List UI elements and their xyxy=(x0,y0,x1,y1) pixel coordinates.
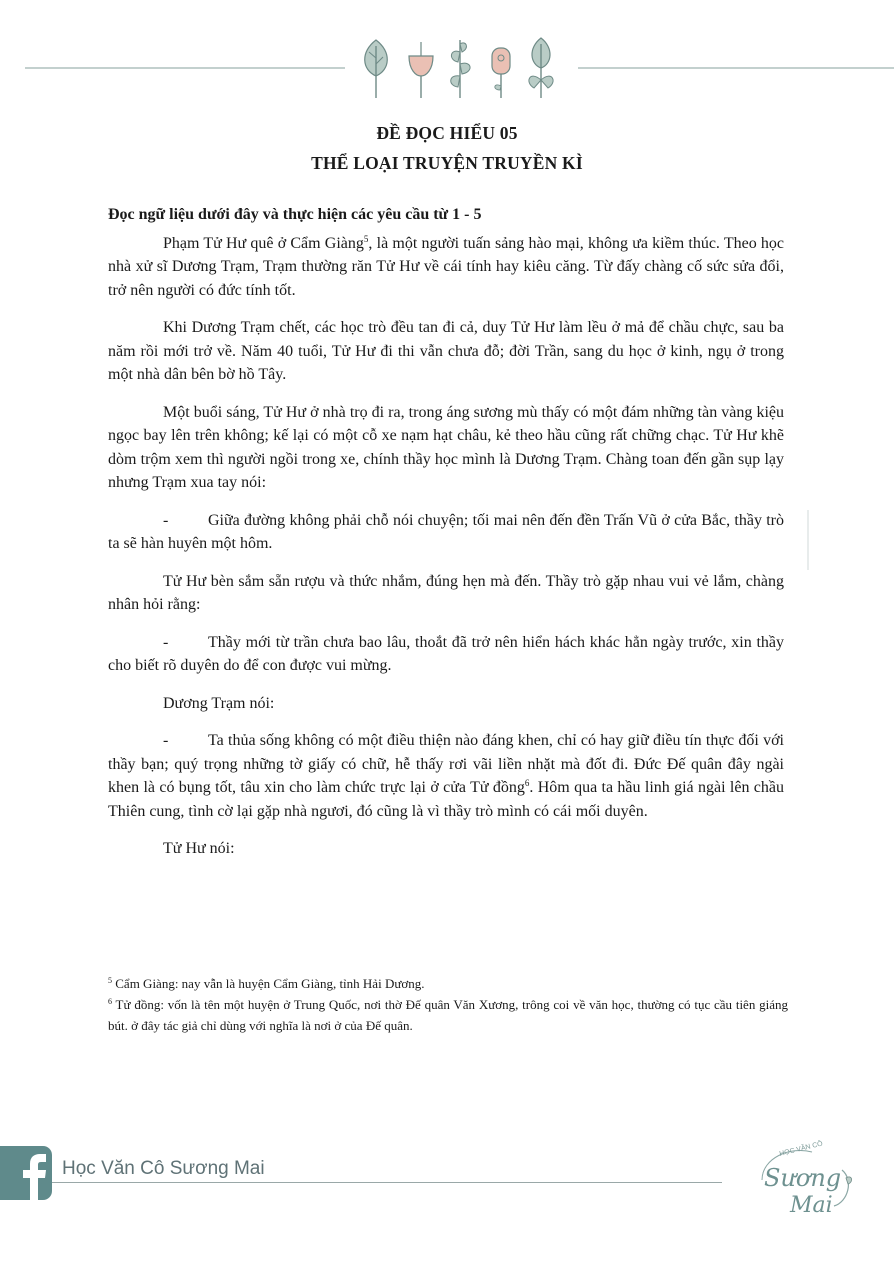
footnote-text: Cẩm Giàng: nay vẫn là huyện Cẩm Giàng, tỉnh Hải Dương. xyxy=(112,976,425,991)
dash-mark: - xyxy=(163,633,169,651)
logo-sub-text: Mai xyxy=(790,1193,833,1218)
dialogue-text: Thầy mới từ trần chưa bao lâu, thoắt đã trở nên hiển hách khác hẳn ngày trước, xin thầy cho biết rõ duyên do để con được vui mừng. xyxy=(108,633,784,674)
leaf-icon xyxy=(365,40,388,98)
page-edge-shadow xyxy=(807,510,809,570)
dash-mark: - xyxy=(163,511,169,529)
paragraph xyxy=(108,232,784,303)
bud-icon xyxy=(492,48,510,98)
dialogue-line xyxy=(108,509,784,556)
tulip-icon xyxy=(409,42,433,98)
instruction-text: Đọc ngữ liệu dưới đây và thực hiện các yêu cầu từ 1 - 5 xyxy=(108,206,482,223)
footnotes xyxy=(108,973,788,1036)
footnote-text: Tử đồng: vốn là tên một huyện ở Trung Quốc, nơi thờ Đế quân Văn Xương, trông coi về văn học, thường có tục cầu tiên giáng bút. ở đây tác giả chỉ dùng với nghĩa là nơi ở của Đế quân. xyxy=(108,997,788,1033)
footnote-ref: 6 xyxy=(524,778,530,788)
paragraph-text: Phạm Tử Hư quê ở Cẩm Giàng xyxy=(163,234,364,252)
footnote xyxy=(108,973,788,994)
logo-main-text: Sương xyxy=(764,1164,842,1192)
footnote-number: 6 xyxy=(108,997,112,1006)
dialogue-line xyxy=(108,631,784,678)
footer-divider xyxy=(52,1182,722,1183)
document-title: ĐỀ ĐỌC HIỂU 05 xyxy=(376,123,518,143)
leaf-cluster-icon xyxy=(529,38,553,98)
footer-brand-text: Học Văn Cô Sương Mai xyxy=(62,1158,265,1179)
dialogue-line xyxy=(108,729,784,823)
dialogue-text: Ta thủa sống không có một điều thiện nào đáng khen, chỉ có hay giữ điều tín thực đối với thầy bạn; quý trọng những tờ giấy có chữ, hễ thấy rơi vãi liền nhặt mà đốt đi. Đức Đế quân đây ngài khen là có bụng tốt, tâu xin cho làm chức trực lại ở cửa Tử đồng xyxy=(108,732,784,796)
brand-logo xyxy=(750,1140,860,1220)
document-heading xyxy=(0,118,894,178)
dialogue-text: . Hôm qua ta hầu linh giá ngài lên chầu Thiên cung, tình cờ lại gặp nhà ngươi, đó cũng là vì thầy trò mình có cái mối duyên. xyxy=(108,779,785,820)
footnote-number: 5 xyxy=(108,976,112,985)
header-ornament xyxy=(0,30,894,110)
document-body xyxy=(108,203,784,875)
document-subtitle: THỂ LOẠI TRUYỆN TRUYỀN KÌ xyxy=(311,153,583,173)
paragraph: Tử Hư nói: xyxy=(163,840,235,857)
paragraph: Tử Hư bèn sắm sẵn rượu và thức nhắm, đúng hẹn mà đến. Thầy trò gặp nhau vui vẻ lắm, chàng nhân hỏi rằng: xyxy=(108,572,784,613)
dialogue-text: Giữa đường không phải chỗ nói chuyện; tối mai nên đến đền Trấn Vũ ở cửa Bắc, thầy trò ta sẽ hàn huyên một hôm. xyxy=(108,511,784,552)
dash-mark: - xyxy=(163,732,169,749)
branch-icon xyxy=(451,40,470,98)
footnote xyxy=(108,994,788,1036)
facebook-icon[interactable] xyxy=(0,1146,52,1200)
footnote-ref: 5 xyxy=(363,233,369,244)
paragraph: Dương Trạm nói: xyxy=(163,694,275,712)
paragraph: Khi Dương Trạm chết, các học trò đều tan đi cả, duy Tử Hư làm lều ở mả để chầu chực, sau ba năm rồi mới trở về. Năm 40 tuổi, Tử Hư đi thi vẫn chưa đỗ; đời Trần, sang du học ở kinh, ngụ ở trong một nhà dân bên bờ hồ Tây. xyxy=(108,319,784,383)
paragraph-text: , là một người tuấn sảng hào mại, không ưa kiềm thúc. Theo học nhà xử sĩ Dương Trạm, Trạm thường răn Tử Hư về cái tính hay kiêu căng. Từ đấy chàng cố sức sửa đổi, trở nên người có đức tính tốt. xyxy=(108,234,785,299)
logo-top-text: HỌC VĂN CÔ xyxy=(778,1140,824,1158)
paragraph: Một buổi sáng, Tử Hư ở nhà trọ đi ra, trong áng sương mù thấy có một đám những tàn vàng kiệu ngọc bay lên trên không; kế lại có một cỗ xe nạm hạt châu, kẻ theo hầu cũng rất chững chạc. Tử Hư khẽ dòm trộm xem thì người ngồi trong xe, chính thầy học mình là Dương Trạm. Chàng toan đến gần sụp lạy nhưng Trạm xua tay nói: xyxy=(108,403,784,491)
